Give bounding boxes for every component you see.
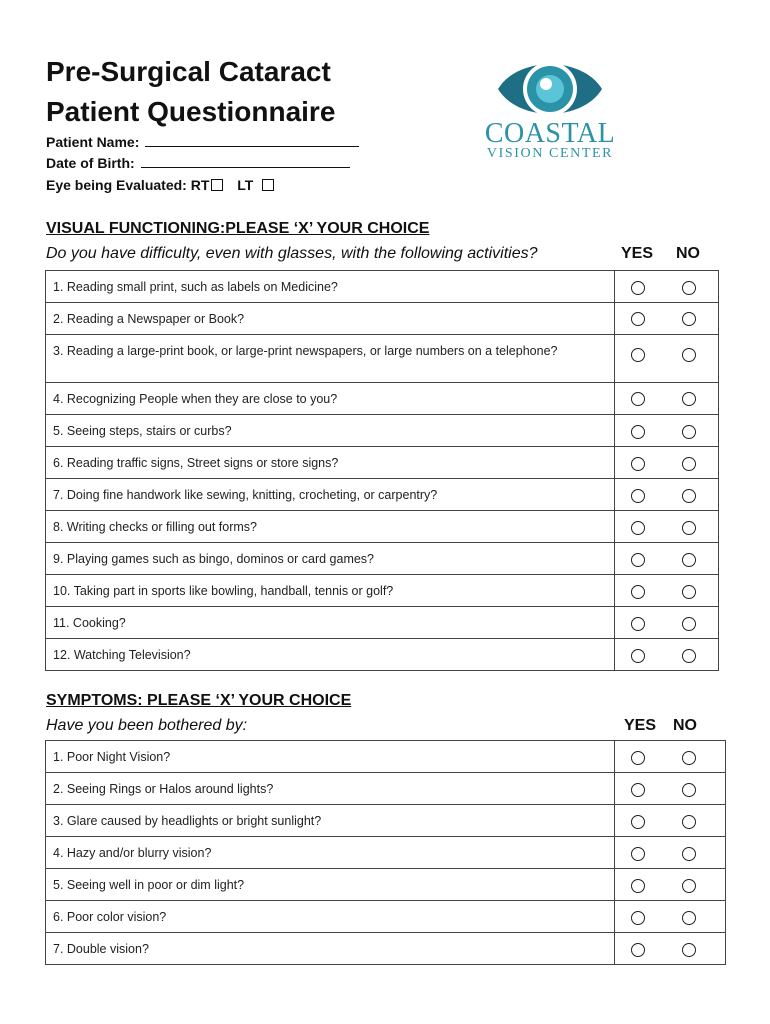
question-text: 1. Reading small print, such as labels on Medicine?	[46, 271, 615, 302]
answer-cell	[615, 415, 718, 446]
question-text: 4. Hazy and/or blurry vision?	[46, 837, 615, 868]
symptoms-yes-header: YES	[624, 717, 657, 734]
question-row	[46, 639, 718, 671]
yes-radio[interactable]	[631, 489, 645, 503]
yes-radio[interactable]	[631, 521, 645, 535]
question-row	[46, 447, 718, 479]
no-radio[interactable]	[682, 649, 696, 663]
question-row	[46, 271, 718, 303]
no-radio[interactable]	[682, 751, 696, 765]
no-radio[interactable]	[682, 312, 696, 326]
visual-section-title: VISUAL FUNCTIONING:PLEASE ‘X’ YOUR CHOICE	[46, 220, 430, 237]
yes-radio[interactable]	[631, 392, 645, 406]
date-of-birth-label: Date of Birth:	[46, 155, 135, 171]
rt-checkbox[interactable]	[211, 179, 223, 191]
symptoms-no-header: NO	[673, 717, 697, 734]
no-radio[interactable]	[682, 617, 696, 631]
answer-cell	[615, 901, 725, 932]
no-radio[interactable]	[682, 348, 696, 362]
yes-radio[interactable]	[631, 911, 645, 925]
question-text: 5. Seeing steps, stairs or curbs?	[46, 415, 615, 446]
no-radio[interactable]	[682, 783, 696, 797]
eye-evaluated-field	[46, 175, 274, 195]
title-line-2: Patient Questionnaire	[46, 96, 336, 127]
date-of-birth-line[interactable]	[141, 154, 350, 168]
question-text: 7. Doing fine handwork like sewing, knitting, crocheting, or carpentry?	[46, 479, 615, 510]
visual-functioning-table	[45, 270, 719, 671]
answer-cell	[615, 335, 718, 382]
question-row	[46, 741, 725, 773]
visual-yes-header: YES	[621, 245, 654, 262]
question-text: 12. Watching Television?	[46, 639, 615, 670]
question-row	[46, 933, 725, 965]
question-text: 6. Reading traffic signs, Street signs or store signs?	[46, 447, 615, 478]
question-text: 8. Writing checks or filling out forms?	[46, 511, 615, 542]
answer-cell	[615, 639, 718, 670]
answer-cell	[615, 303, 718, 334]
answer-cell	[615, 511, 718, 542]
question-text: 3. Glare caused by headlights or bright sunlight?	[46, 805, 615, 836]
logo-word-coastal: COASTAL	[484, 118, 616, 149]
question-row	[46, 607, 718, 639]
no-radio[interactable]	[682, 553, 696, 567]
patient-name-line[interactable]	[145, 133, 359, 147]
yes-radio[interactable]	[631, 617, 645, 631]
no-radio[interactable]	[682, 585, 696, 599]
answer-cell	[615, 479, 718, 510]
answer-cell	[615, 805, 725, 836]
answer-cell	[615, 607, 718, 638]
question-text: 11. Cooking?	[46, 607, 615, 638]
yes-radio[interactable]	[631, 751, 645, 765]
question-row	[46, 335, 718, 383]
no-radio[interactable]	[682, 911, 696, 925]
no-radio[interactable]	[682, 457, 696, 471]
yes-radio[interactable]	[631, 281, 645, 295]
question-row	[46, 575, 718, 607]
yes-radio[interactable]	[631, 348, 645, 362]
coastal-vision-logo	[470, 58, 630, 168]
no-radio[interactable]	[682, 879, 696, 893]
answer-cell	[615, 383, 718, 414]
logo-word-vision-center: VISION CENTER	[486, 146, 614, 161]
symptoms-table	[45, 740, 726, 965]
eye-evaluated-label: Eye being Evaluated: RT	[46, 177, 210, 193]
answer-cell	[615, 447, 718, 478]
question-row	[46, 869, 725, 901]
symptoms-section-subtitle: Have you been bothered by:	[46, 717, 248, 734]
yes-radio[interactable]	[631, 553, 645, 567]
no-radio[interactable]	[682, 281, 696, 295]
patient-name-field[interactable]	[46, 132, 359, 152]
question-row	[46, 511, 718, 543]
no-radio[interactable]	[682, 392, 696, 406]
date-of-birth-field[interactable]	[46, 153, 350, 173]
answer-cell	[615, 837, 725, 868]
yes-radio[interactable]	[631, 943, 645, 957]
question-row	[46, 773, 725, 805]
question-text: 10. Taking part in sports like bowling, handball, tennis or golf?	[46, 575, 615, 606]
question-row	[46, 837, 725, 869]
no-radio[interactable]	[682, 489, 696, 503]
question-row	[46, 479, 718, 511]
question-text: 3. Reading a large-print book, or large-print newspapers, or large numbers on a telephone?	[46, 335, 615, 382]
question-text: 2. Reading a Newspaper or Book?	[46, 303, 615, 334]
answer-cell	[615, 741, 725, 772]
title-line-1: Pre-Surgical Cataract	[46, 56, 331, 87]
question-row	[46, 805, 725, 837]
answer-cell	[615, 575, 718, 606]
no-radio[interactable]	[682, 847, 696, 861]
patient-name-label: Patient Name:	[46, 134, 140, 150]
yes-radio[interactable]	[631, 457, 645, 471]
yes-radio[interactable]	[631, 783, 645, 797]
question-text: 5. Seeing well in poor or dim light?	[46, 869, 615, 900]
question-row	[46, 543, 718, 575]
eye-icon	[470, 58, 630, 120]
question-text: 2. Seeing Rings or Halos around lights?	[46, 773, 615, 804]
symptoms-section-title: SYMPTOMS: PLEASE ‘X’ YOUR CHOICE	[46, 692, 352, 709]
question-row	[46, 415, 718, 447]
answer-cell	[615, 543, 718, 574]
question-row	[46, 303, 718, 335]
lt-checkbox[interactable]	[262, 179, 274, 191]
lt-label: LT	[237, 177, 254, 193]
answer-cell	[615, 773, 725, 804]
page-title	[46, 52, 335, 132]
yes-radio[interactable]	[631, 879, 645, 893]
no-radio[interactable]	[682, 425, 696, 439]
question-text: 6. Poor color vision?	[46, 901, 615, 932]
yes-radio[interactable]	[631, 425, 645, 439]
answer-cell	[615, 869, 725, 900]
no-radio[interactable]	[682, 521, 696, 535]
no-radio[interactable]	[682, 815, 696, 829]
no-radio[interactable]	[682, 943, 696, 957]
question-text: 4. Recognizing People when they are close to you?	[46, 383, 615, 414]
question-row	[46, 901, 725, 933]
yes-radio[interactable]	[631, 585, 645, 599]
question-text: 9. Playing games such as bingo, dominos or card games?	[46, 543, 615, 574]
yes-radio[interactable]	[631, 815, 645, 829]
question-text: 7. Double vision?	[46, 933, 615, 964]
yes-radio[interactable]	[631, 847, 645, 861]
yes-radio[interactable]	[631, 649, 645, 663]
answer-cell	[615, 271, 718, 302]
question-row	[46, 383, 718, 415]
visual-no-header: NO	[676, 245, 700, 262]
answer-cell	[615, 933, 725, 964]
yes-radio[interactable]	[631, 312, 645, 326]
visual-section-subtitle: Do you have difficulty, even with glasses, with the following activities?	[46, 245, 538, 262]
question-text: 1. Poor Night Vision?	[46, 741, 615, 772]
